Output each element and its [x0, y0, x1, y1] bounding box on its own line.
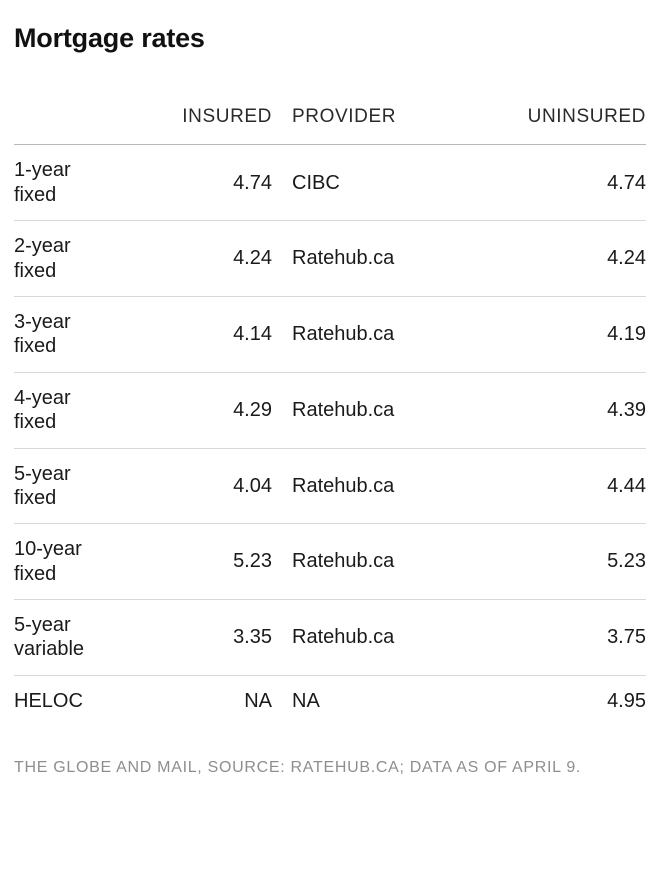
table-row [14, 675, 646, 726]
table-header [14, 106, 646, 145]
row-insured-rate: 5.23 [164, 524, 286, 600]
row-provider: Ratehub.ca [286, 600, 482, 676]
row-term-line2: fixed [14, 411, 57, 434]
row-term [14, 221, 164, 297]
row-uninsured-rate: 4.19 [482, 296, 646, 372]
row-uninsured-rate: 5.23 [482, 524, 646, 600]
row-term-line1: 10-year [14, 538, 82, 561]
row-provider: Ratehub.ca [286, 448, 482, 524]
row-term [14, 145, 164, 221]
row-provider: Ratehub.ca [286, 372, 482, 448]
row-insured-rate: 4.24 [164, 221, 286, 297]
table-row [14, 296, 646, 372]
mortgage-rates-table [14, 106, 646, 726]
row-insured-rate: 3.35 [164, 600, 286, 676]
row-uninsured-rate: 3.75 [482, 600, 646, 676]
row-provider: Ratehub.ca [286, 296, 482, 372]
row-insured-rate: 4.29 [164, 372, 286, 448]
row-insured-rate: 4.04 [164, 448, 286, 524]
row-provider: NA [286, 675, 482, 726]
row-term-line2: variable [14, 638, 85, 661]
row-term-line2: fixed [14, 259, 57, 282]
table-row [14, 221, 646, 297]
row-term-line1: 4-year [14, 386, 71, 409]
row-term-line2: fixed [14, 486, 57, 509]
row-term-line1: 5-year [14, 614, 71, 637]
row-term-line2: fixed [14, 562, 57, 585]
row-term [14, 372, 164, 448]
table-row [14, 145, 646, 221]
table-row [14, 372, 646, 448]
table-row [14, 600, 646, 676]
row-term-line1: 3-year [14, 310, 71, 333]
row-uninsured-rate: 4.24 [482, 221, 646, 297]
row-uninsured-rate: 4.95 [482, 675, 646, 726]
row-term [14, 600, 164, 676]
row-uninsured-rate: 4.39 [482, 372, 646, 448]
row-term [14, 296, 164, 372]
row-provider: Ratehub.ca [286, 524, 482, 600]
source-note: THE GLOBE AND MAIL, SOURCE: RATEHUB.CA; DATA AS OF APRIL 9. [14, 759, 582, 777]
row-term-line1: 5-year [14, 462, 71, 485]
row-term-line2: fixed [14, 335, 57, 358]
table-body [14, 145, 646, 726]
column-header-uninsured: UNINSURED [527, 106, 646, 128]
row-term-line1: HELOC [14, 689, 83, 712]
row-term [14, 675, 164, 726]
table-row [14, 524, 646, 600]
row-term [14, 524, 164, 600]
column-header-provider: PROVIDER [292, 106, 397, 128]
row-provider: Ratehub.ca [286, 221, 482, 297]
page-title: Mortgage rates [14, 23, 205, 53]
column-header-term [14, 106, 164, 145]
row-provider: CIBC [286, 145, 482, 221]
row-insured-rate: 4.14 [164, 296, 286, 372]
row-term-line1: 1-year [14, 159, 71, 182]
column-header-insured: INSURED [182, 106, 272, 128]
table-header-row [14, 106, 646, 145]
row-term [14, 448, 164, 524]
row-uninsured-rate: 4.44 [482, 448, 646, 524]
row-uninsured-rate: 4.74 [482, 145, 646, 221]
row-term-line1: 2-year [14, 235, 71, 258]
row-insured-rate: NA [164, 675, 286, 726]
row-term-line2: fixed [14, 183, 57, 206]
table-row [14, 448, 646, 524]
row-insured-rate: 4.74 [164, 145, 286, 221]
